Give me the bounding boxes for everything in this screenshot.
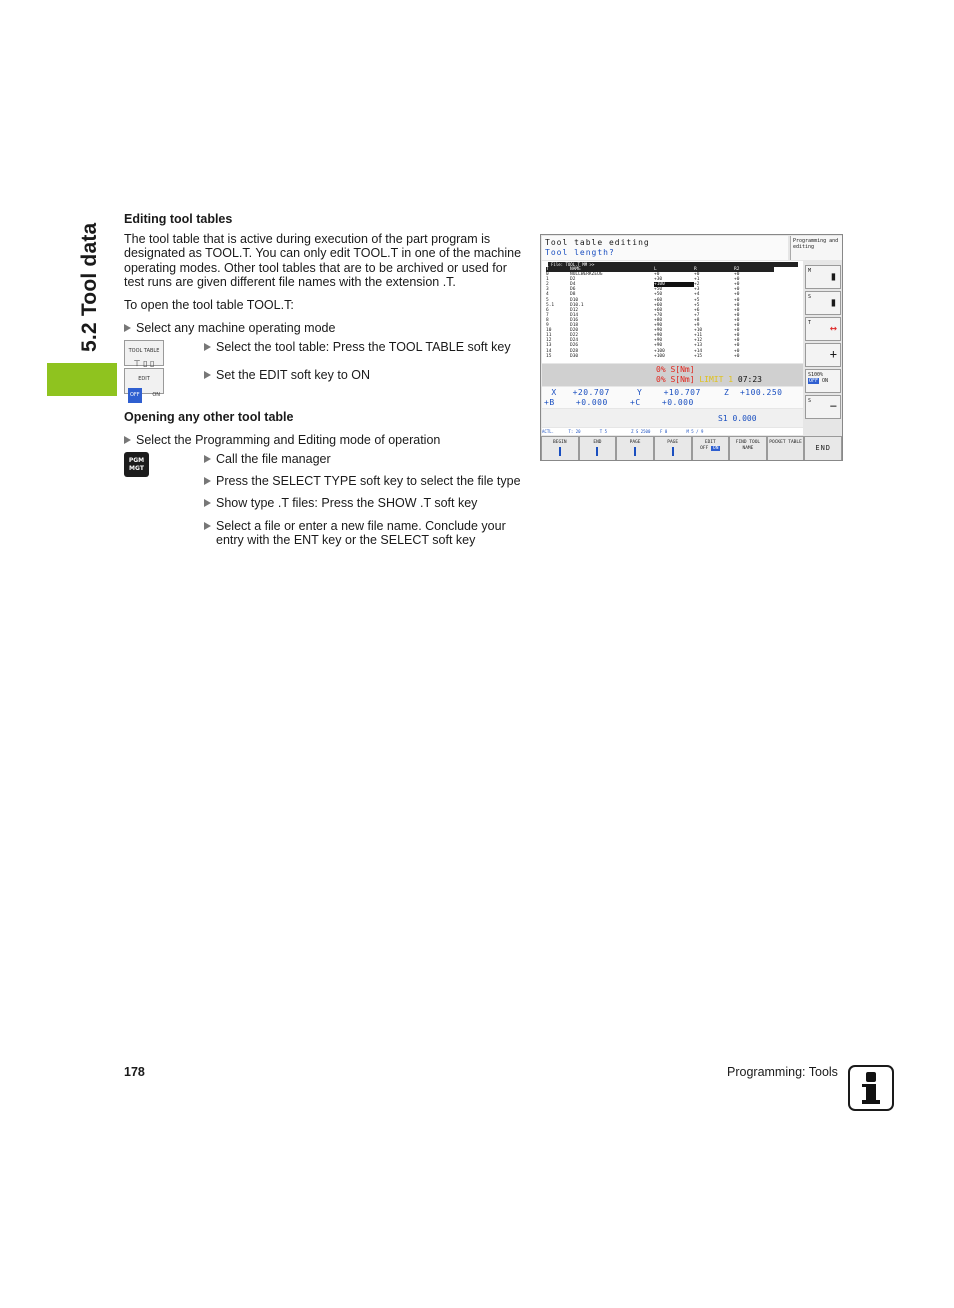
- table-cell: D24: [570, 338, 579, 344]
- table-header-cell: L: [654, 267, 694, 272]
- table-cell: +1: [694, 277, 700, 283]
- table-cell: +100: [654, 353, 665, 359]
- table-cell: 5: [546, 297, 549, 303]
- table-cell: +0: [734, 287, 740, 293]
- pgm-mgt-key[interactable]: [124, 452, 149, 477]
- table-cell: +6: [694, 307, 700, 313]
- softkey-label: PAGE: [667, 440, 679, 445]
- table-cell: +0: [734, 333, 740, 339]
- arrow-down-icon: [672, 447, 674, 456]
- arrow-up-icon: [634, 447, 636, 456]
- right-softkey-t[interactable]: [805, 317, 841, 341]
- table-cell: 14: [546, 348, 552, 354]
- step-set-edit-on: [204, 368, 524, 383]
- table-cell: D30: [570, 353, 579, 359]
- status-area: [542, 364, 803, 386]
- table-cell: +0: [734, 323, 740, 329]
- step-text: Call the file manager: [216, 451, 331, 466]
- table-cell: +90: [654, 333, 663, 339]
- softkey-find-tool-name[interactable]: FIND TOOL NAME: [729, 436, 767, 461]
- main-content: [124, 212, 524, 548]
- table-cell: +4: [694, 292, 700, 298]
- table-cell: 15: [546, 353, 552, 359]
- section-tab-marker: [47, 363, 117, 396]
- table-cell: 9: [546, 323, 549, 329]
- mgt-label: MGT: [129, 464, 144, 472]
- screen-mode-label: Programming and editing: [790, 236, 842, 260]
- table-cell: +100: [654, 282, 694, 287]
- table-cell: +90: [654, 343, 663, 349]
- table-cell: +0: [734, 328, 740, 334]
- bottom-softkeys: [541, 436, 842, 461]
- right-softkey-s[interactable]: [805, 291, 841, 315]
- file-line: File: TOOL.T MM >>: [548, 262, 798, 267]
- softkey-pocket-table[interactable]: POCKET TABLE: [767, 436, 805, 461]
- table-cell: +9: [694, 323, 700, 329]
- table-cell: D26: [570, 343, 579, 349]
- status-limit: LIMIT 1: [699, 375, 734, 384]
- page-number: 178: [124, 1065, 145, 1079]
- section-title: 5.2 Tool data: [78, 222, 101, 352]
- table-cell: +90: [654, 338, 663, 344]
- paragraph-open-tool-table: To open the tool table TOOL.T:: [124, 297, 294, 312]
- step-row-file-manager: [124, 452, 524, 474]
- table-cell: NULLWERKZEUG: [570, 272, 603, 278]
- right-on-label: ON: [822, 378, 829, 384]
- table-cell: +100: [654, 348, 665, 354]
- tool-holder-icon: ▮: [829, 295, 837, 309]
- spindle-line: [542, 409, 803, 427]
- tool-grid: [546, 267, 802, 359]
- table-cell: 1: [546, 277, 549, 283]
- table-cell: +0: [734, 348, 740, 354]
- coord-b: +B +0.000: [544, 398, 608, 407]
- spindle-icon: ▮: [829, 269, 837, 283]
- plus-icon: +: [829, 347, 837, 361]
- table-cell: 13: [546, 343, 552, 349]
- table-cell: 4: [546, 292, 549, 298]
- edit-toggle: [125, 386, 163, 403]
- table-cell: +50: [654, 292, 663, 298]
- table-cell: D22: [570, 333, 579, 339]
- table-cell: +11: [694, 333, 703, 339]
- status-line1: 0% S[Nm]: [656, 365, 695, 374]
- step-text: Press the SELECT TYPE soft key to select the file type: [216, 473, 521, 488]
- table-cell: 0: [546, 272, 549, 278]
- table-cell: 10: [546, 328, 552, 334]
- table-cell: +60: [654, 302, 663, 308]
- step-text: Select the Programming and Editing mode of operation: [136, 433, 441, 447]
- edit-softkey[interactable]: [124, 368, 164, 398]
- table-cell: +12: [694, 338, 703, 344]
- step-select-programming-mode: [124, 433, 524, 448]
- step-text: Show type .T files: Press the SHOW .T soft key: [216, 496, 478, 510]
- right-off-label: OFF: [809, 378, 819, 384]
- edit-off-label: OFF: [700, 446, 709, 451]
- table-cell: +14: [694, 348, 703, 354]
- table-cell: +13: [694, 343, 703, 349]
- table-cell: 5.1: [546, 302, 555, 308]
- step-show-t-files: [204, 496, 524, 511]
- tool-icon: ⊤ ▯ ▯: [133, 359, 155, 368]
- step-text: Set the EDIT soft key to ON: [216, 367, 370, 382]
- table-cell: D4: [570, 282, 576, 288]
- step-select-file: [204, 519, 514, 548]
- softkey-label: EDIT: [704, 440, 716, 445]
- table-cell: D16: [570, 317, 579, 323]
- step-text: Select any machine operating mode: [136, 321, 336, 335]
- table-cell: D8: [570, 292, 576, 298]
- right-softkey-override[interactable]: [805, 369, 841, 393]
- table-cell: +60: [654, 307, 663, 313]
- table-header-cell: R: [694, 267, 734, 272]
- softkey-end-arrow[interactable]: [579, 436, 617, 461]
- table-cell: D28: [570, 348, 579, 354]
- chapter-title: Programming: Tools: [727, 1065, 838, 1079]
- right-softkeys: [804, 261, 842, 436]
- table-cell: +8: [694, 317, 700, 323]
- screen-title-line1: Tool table editing: [545, 238, 650, 247]
- table-cell: +0: [734, 292, 740, 298]
- coord-z: Z +100.250: [724, 388, 783, 397]
- table-cell: D14: [570, 312, 579, 318]
- softkey-end[interactable]: END: [804, 436, 842, 461]
- table-cell: +0: [734, 353, 740, 359]
- status-time: 07:23: [737, 375, 762, 384]
- table-header-cell: NAME: [570, 267, 654, 272]
- tool-table: [542, 261, 803, 363]
- table-cell: +7: [694, 312, 700, 318]
- step-text: Select the tool table: Press the TOOL TABLE soft key: [216, 339, 511, 354]
- table-cell: +0: [734, 302, 740, 308]
- table-cell: D12: [570, 307, 579, 313]
- edit-on-label: ON: [152, 392, 160, 398]
- step-text: Select a file or enter a new file name. Conclude your entry with the ENT key or the SELECT soft key: [216, 518, 506, 547]
- coord-x: X +20.707: [546, 388, 610, 397]
- table-cell: 7: [546, 312, 549, 318]
- pgm-label: PGM: [128, 456, 145, 464]
- table-cell: +0: [734, 282, 740, 288]
- step-call-file-manager: [204, 452, 524, 467]
- step-select-operating-mode: [124, 321, 524, 336]
- tool-change-icon: ↔: [829, 321, 837, 335]
- table-cell: +90: [654, 323, 663, 329]
- softkey-label: PAGE: [629, 440, 641, 445]
- table-cell: D18: [570, 323, 579, 329]
- coordinate-display: [542, 387, 803, 408]
- edit-on-label: ON: [713, 446, 719, 451]
- table-cell: +0: [734, 343, 740, 349]
- table-cell: D20: [570, 328, 579, 334]
- step-select-tool-table: [204, 340, 524, 355]
- table-cell: +90: [654, 328, 663, 334]
- table-cell: +0: [734, 277, 740, 283]
- paragraph-tool-table-intro: The tool table that is active during execution of the part program is designated as TOOL.T. You can only edit TOOL.T in one of the machine operating modes. Other tool tables that are to be archived or used for test runs are given different file names with the extension .T.: [124, 231, 522, 289]
- softkey-label: TOOL TABLE: [128, 347, 160, 354]
- softkey-begin[interactable]: [541, 436, 579, 461]
- arrow-up-icon: [559, 447, 561, 456]
- tool-table-softkey[interactable]: [124, 340, 164, 366]
- table-cell: +5: [694, 302, 700, 308]
- table-row[interactable]: [546, 354, 802, 359]
- softkey-label: BEGIN: [553, 440, 567, 445]
- table-cell: +80: [654, 317, 663, 323]
- right-key-label: M: [808, 268, 812, 274]
- arrow-down-icon: [596, 447, 598, 456]
- status-line2: [656, 375, 762, 385]
- table-header-cell: T: [546, 267, 570, 272]
- softkey-edit[interactable]: [692, 436, 730, 461]
- status-load: 0% S[Nm]: [656, 375, 695, 384]
- right-key-label: S: [808, 294, 812, 300]
- table-cell: +0: [734, 312, 740, 318]
- spindle-value: S1 0.000: [718, 414, 757, 423]
- info-icon: [848, 1065, 894, 1111]
- table-cell: +0: [734, 307, 740, 313]
- table-cell: 2: [546, 282, 549, 288]
- coord-y: Y +10.707: [637, 388, 701, 397]
- status-bar: ACTL. T: 20 T 5 Z S 2500 F 0 M 5 / 9: [542, 428, 803, 435]
- table-cell: +70: [654, 312, 663, 318]
- table-cell: +2: [694, 282, 700, 288]
- step-row-edit: [124, 368, 524, 398]
- softkey-page-down[interactable]: [654, 436, 692, 461]
- coord-c: +C +0.000: [630, 398, 694, 407]
- edit-off-label: OFF: [128, 388, 142, 403]
- screen-title-line2: Tool length?: [545, 248, 615, 257]
- table-cell: D10: [570, 297, 579, 303]
- table-cell: +0: [734, 297, 740, 303]
- softkey-label: END: [593, 440, 602, 445]
- heading-editing-tool-tables: Editing tool tables: [124, 212, 233, 226]
- table-cell: D2: [570, 277, 576, 283]
- table-cell: +60: [654, 297, 663, 303]
- table-cell: +5: [694, 297, 700, 303]
- right-key-label: S100%: [808, 372, 824, 378]
- table-cell: +50: [654, 287, 663, 293]
- right-softkey-plus[interactable]: [805, 343, 841, 367]
- table-cell: 11: [546, 333, 552, 339]
- minus-icon: −: [829, 399, 837, 413]
- table-cell: +0: [734, 338, 740, 344]
- table-cell: +0: [734, 317, 740, 323]
- table-cell: +0: [654, 272, 660, 278]
- step-row-tool-table: [124, 340, 524, 368]
- table-cell: 12: [546, 338, 552, 344]
- table-cell: +10: [694, 328, 703, 334]
- heading-opening-other-table: Opening any other tool table: [124, 409, 294, 424]
- table-cell: +30: [654, 277, 663, 283]
- right-softkey-minus[interactable]: [805, 395, 841, 419]
- table-header-cell: R2: [734, 267, 774, 272]
- right-softkey-m[interactable]: [805, 265, 841, 289]
- screen-title: [542, 236, 788, 260]
- table-cell: 8: [546, 317, 549, 323]
- table-cell: +3: [694, 287, 700, 293]
- softkey-label: EDIT: [138, 375, 150, 382]
- tnc-screenshot: [540, 234, 843, 461]
- table-cell: +15: [694, 353, 703, 359]
- table-cell: +0: [694, 272, 700, 278]
- right-key-label: S: [808, 398, 812, 404]
- table-cell: D10.1: [570, 302, 584, 308]
- softkey-page-up[interactable]: [616, 436, 654, 461]
- table-cell: 3: [546, 287, 549, 293]
- table-cell: +0: [734, 272, 740, 278]
- table-cell: 6: [546, 307, 549, 313]
- right-key-label: T: [808, 320, 812, 326]
- step-select-type: [204, 474, 524, 489]
- table-cell: D6: [570, 287, 576, 293]
